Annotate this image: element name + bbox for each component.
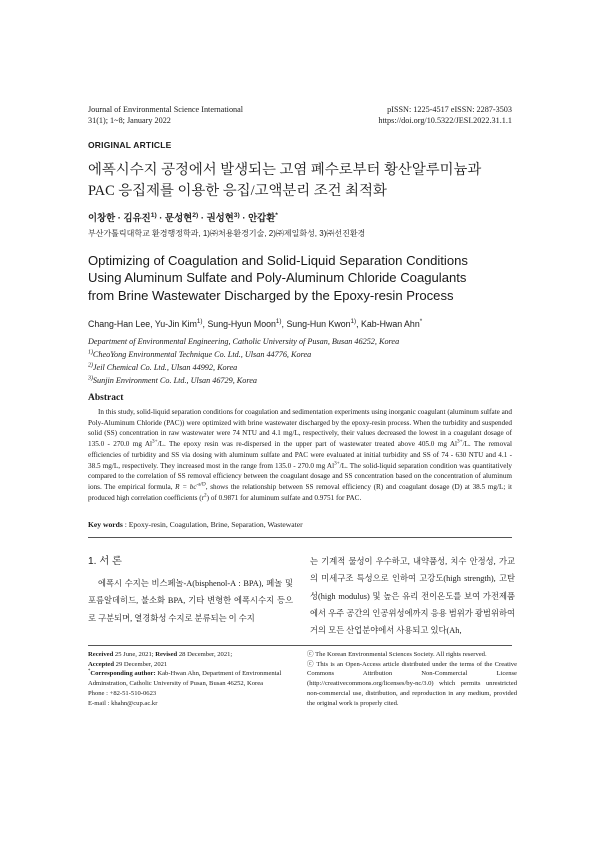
english-title-line: Using Aluminum Sulfate and Poly-Aluminum Chloride Coagulants xyxy=(88,270,467,286)
abstract-text: /L. The solid-liquid separation condition was quantitatively compared to the correlation of SS removal efficiency between the coagulant dosage and SS concentration based on the concentration of aluminum ions. The empirical formula, xyxy=(88,461,512,491)
abstract-text: In this study, solid-liquid separation conditions for coagulation and sedimentation experiments using inorganic coagulant (aluminum sulfate and Poly-Aluminum Chloride (PAC)) were optimized with brine wastewater discharged by the epoxy-resin process. When the turbidity and suspended solid (SS) concentration in raw wastewater were 74 NTU and 4.1 mg/L, respectively, their values decreased the lowest in a coagulant dosage of 135.0 - 270.0 mg Al xyxy=(88,408,512,449)
affiliation-superscript: 3) xyxy=(88,375,93,382)
english-author: Sung-Hyun Moon xyxy=(207,319,276,329)
corresponding-author: *Corresponding author: Kab-Hwan Ahn, Department of Environmental Adminstration, Catholic University of Pusan, Busan 46252, Korea xyxy=(88,669,282,688)
formula-exponent: -a/D xyxy=(196,481,206,488)
korean-title-line: PAC 응집제를 이용한 응집/고액분리 조건 최적화 xyxy=(88,183,387,199)
revised-date: 28 December, 2021; xyxy=(178,651,233,658)
english-authors: Chang-Han Lee, Yu-Jin Kim$^{1)}$, Sung-Hyun Moon$^{1)}$, Sung-Hun Kwon$^{1)}$, Kab-Hwan Ahn* xyxy=(88,318,423,329)
abstract-text: ) of 0.9871 for aluminum sulfate and 0.9751 for PAC. xyxy=(206,493,362,502)
footnote-divider xyxy=(88,645,512,646)
copyright-line: ⓒ The Korean Environmental Sciences Society. All rights reserved. xyxy=(307,651,487,658)
english-affiliation xyxy=(88,375,528,388)
keywords-separator: : xyxy=(122,520,129,529)
korean-author: 안갑환 xyxy=(248,212,276,223)
revised-label: Revised xyxy=(155,651,178,658)
korean-affiliation: 부산가톨릭대학교 환경행정학과, 1)㈜처용환경기술, 2)㈜제일화성, 3)㈜선진환경 xyxy=(88,229,366,238)
affiliation-text: CheoYong Environmental Technique Co. Ltd., Ulsan 44776, Korea xyxy=(92,350,312,359)
english-affiliation xyxy=(88,336,528,349)
author-superscript: 1) xyxy=(275,318,282,326)
abstract-text: , shows the relationship between SS removal efficiency (R) and coagulant dosage (D) at 38.5 mg/L; it produced high correlation coefficients (r xyxy=(88,482,513,502)
received-label: Received xyxy=(88,651,114,658)
issn-line: pISSN: 1225-4517 eISSN: 2287-3503 xyxy=(387,105,512,114)
abstract-body xyxy=(88,407,512,503)
ion-superscript: 3+ xyxy=(457,438,463,445)
english-author: Yu-Jin Kim xyxy=(154,319,197,329)
footnote-right xyxy=(307,650,517,708)
author-superscript: 1) xyxy=(150,211,157,219)
keywords-label: Key words xyxy=(88,520,123,529)
affiliation-text: Department of Environmental Engineering, Catholic University of Pusan, Busan 46252, Korea xyxy=(88,337,400,346)
english-affiliation xyxy=(88,362,528,375)
journal-header-left xyxy=(88,104,243,126)
author-superscript: 2) xyxy=(192,211,199,219)
corresponding-label: Corresponding author: xyxy=(90,670,156,678)
phone-line: Phone : +82-51-510-0623 xyxy=(88,689,157,697)
ion-superscript: 3+ xyxy=(334,460,340,467)
doi-link[interactable]: https://doi.org/10.5322/JESI.2022.31.1.1 xyxy=(378,116,512,125)
section-divider xyxy=(88,537,512,538)
korean-title xyxy=(88,160,528,202)
ion-superscript: 3+ xyxy=(152,438,158,445)
journal-name: Journal of Environmental Science International xyxy=(88,105,244,114)
dates-line xyxy=(88,650,293,660)
r-squared-superscript: 2 xyxy=(204,492,207,499)
korean-author: 김유진 xyxy=(123,212,151,223)
affiliation-superscript: 1) xyxy=(88,349,93,356)
journal-volume: 31(1); 1~8; January 2022 xyxy=(88,116,171,125)
affiliation-text: Jeil Chemical Co. Ltd., Ulsan 44992, Korea xyxy=(92,363,238,372)
author-superscript: * xyxy=(275,211,278,219)
abstract-heading: Abstract xyxy=(88,393,124,403)
english-author: Sung-Hun Kwon xyxy=(286,319,351,329)
korean-author: 문성현 xyxy=(165,212,193,223)
footnote-left xyxy=(88,650,293,708)
english-affiliation xyxy=(88,349,528,362)
english-title-line: from Brine Wastewater Discharged by the Epoxy-resin Process xyxy=(88,287,454,303)
empirical-formula: R = bc xyxy=(175,482,197,491)
english-title xyxy=(88,252,528,304)
email-line[interactable]: E-mail : khahn@cup.ac.kr xyxy=(88,699,158,707)
english-author: Chang-Han Lee xyxy=(88,319,151,329)
keywords-line xyxy=(88,520,512,529)
author-superscript: * xyxy=(419,318,423,326)
abstract-text: /L. The removal efficiencies of turbidity and SS via dosing with aluminum sulfate and PAC were evaluated at initial turbidity and SS of 74 - 630 NTU and 4.1 - 38.5 mg/L, respectively. They increased most in the range from 135.0 - 270.0 mg Al xyxy=(88,440,512,470)
affiliation-superscript: 2) xyxy=(88,362,93,369)
korean-title-line: 에폭시수지 공정에서 발생되는 고염 폐수로부터 황산알루미늄과 xyxy=(88,162,482,178)
body-column-left: 에폭시 수지는 비스페놀-A(bisphenol-A : BPA), 페놀 및 포름알데히드, 불소화 BPA, 기타 변형한 에폭시수지 등으로 구분되며, 열경화성 수지로 분류되는 이 수지 xyxy=(88,579,293,623)
section-heading: 1. 서 론 xyxy=(88,556,122,567)
accepted-date: 29 December, 2021 xyxy=(115,660,168,668)
affiliation-text: Sunjin Environment Co. Ltd., Ulsan 46729, Korea xyxy=(92,376,257,385)
author-superscript: 1) xyxy=(196,318,203,326)
keywords-text: Epoxy-resin, Coagulation, Brine, Separation, Wastewater xyxy=(128,520,303,529)
korean-author: 권성현 xyxy=(206,212,234,223)
author-superscript: 1) xyxy=(350,318,357,326)
english-author: Kab-Hwan Ahn xyxy=(361,319,420,329)
received-date: 25 June, 2021; xyxy=(114,651,154,658)
corresponding-text: Kab-Hwan Ahn, Department of Environmental Adminstration, Catholic University of Pusan, Busan 46252, Korea xyxy=(88,670,282,688)
author-superscript: 3) xyxy=(233,211,240,219)
body-column-right: 는 기계적 물성이 우수하고, 내약품성, 치수 안정성, 가교의 미세구조 특성으로 인하여 고강도(high strength), 고탄성(high modulus) 및 높은 유리 전이온도를 보여 가전제품에서 우주 공간의 인공위성에까지 응용 범위가 광범위하여 거의 모든 산업분야에서 사용되고 있다(Ah, xyxy=(310,557,515,636)
journal-header-right xyxy=(378,104,512,126)
korean-authors: 이창한 · 김유진$^{1)}$ · 문성현$^{2)}$ · 권성현$^{3)}$ · 안갑환* xyxy=(88,211,278,223)
accepted-line xyxy=(88,660,293,670)
article-type-label: ORIGINAL ARTICLE xyxy=(88,140,172,150)
english-title-line: Optimizing of Coagulation and Solid-Liquid Separation Conditions xyxy=(88,253,468,268)
abstract-text: /L. The epoxy resin was re-dispersed in the upper part of wastewater treated above 405.0 mg Al xyxy=(157,440,458,449)
license-text: ⓒ This is an Open-Access article distributed under the terms of the Creative Commons Attribution Non-Commercial License (http://creativecommons.org/licenses/by-nc/3.0) which permits unrestricted non-commercial use, distribution, and reproduction in any medium, provided the original work is properly cited. xyxy=(307,660,517,707)
korean-author: 이창한 xyxy=(88,212,116,223)
accepted-label: Accepted xyxy=(88,660,114,668)
